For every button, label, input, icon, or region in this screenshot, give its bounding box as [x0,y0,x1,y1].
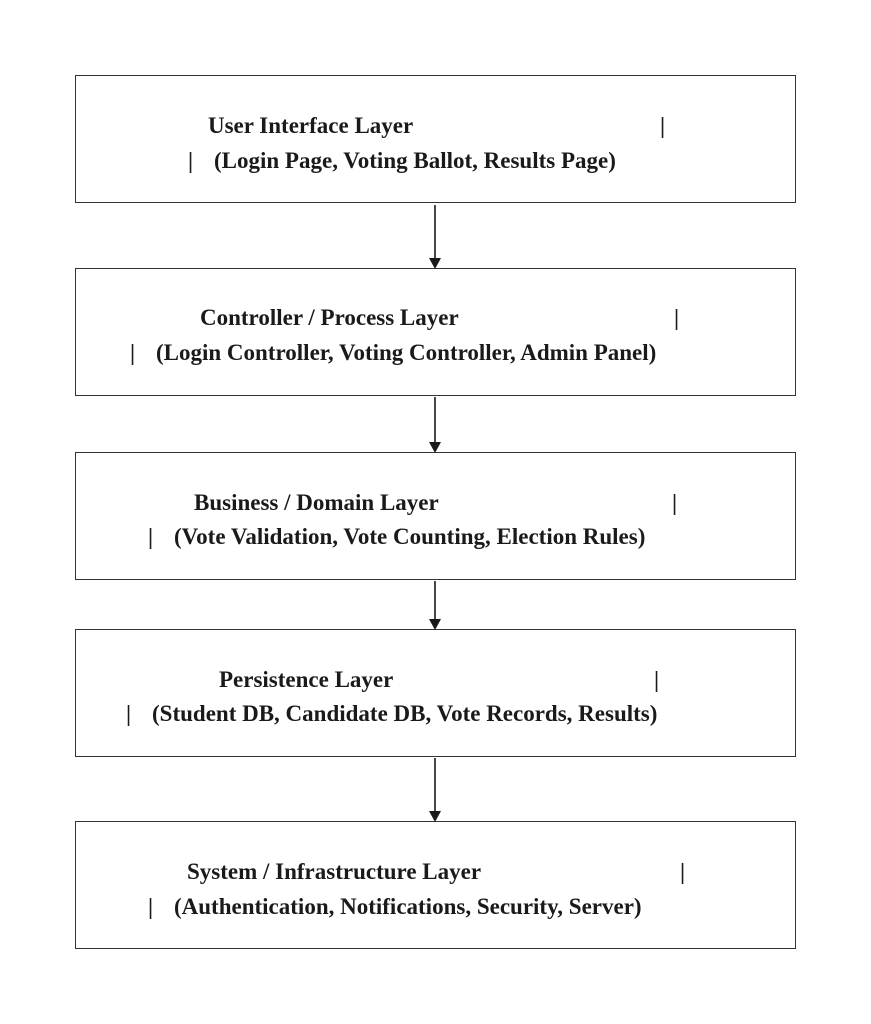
arrowhead-controller-to-business [429,442,441,453]
arrowhead-business-to-persistence [429,619,441,630]
layer-right-bar: | [654,667,660,692]
layer-title: Persistence Layer [219,667,394,692]
layer-title: Controller / Process Layer [200,305,459,330]
layer-components: (Authentication, Notifications, Security, Server) [174,894,642,919]
layer-right-bar: | [660,113,666,138]
layer-components: (Vote Validation, Vote Counting, Election Rules) [174,524,646,549]
layer-right-bar: | [680,859,686,884]
layer-right-bar: | [674,305,680,330]
arrowhead-persistence-to-system [429,811,441,822]
layer-left-bar: | [126,701,132,726]
arrowhead-ui-to-controller [429,258,441,269]
layer-components: (Login Page, Voting Ballot, Results Page) [214,148,616,173]
layer-right-bar: | [672,490,678,515]
layer-left-bar: | [188,148,194,173]
layer-title: Business / Domain Layer [194,490,439,515]
layer-left-bar: | [148,894,154,919]
layer-left-bar: | [130,340,136,365]
layer-components: (Student DB, Candidate DB, Vote Records, Results) [152,701,658,726]
layer-title: System / Infrastructure Layer [187,859,482,884]
layer-components: (Login Controller, Voting Controller, Admin Panel) [156,340,657,365]
layer-left-bar: | [148,524,154,549]
layer-title: User Interface Layer [208,113,414,138]
